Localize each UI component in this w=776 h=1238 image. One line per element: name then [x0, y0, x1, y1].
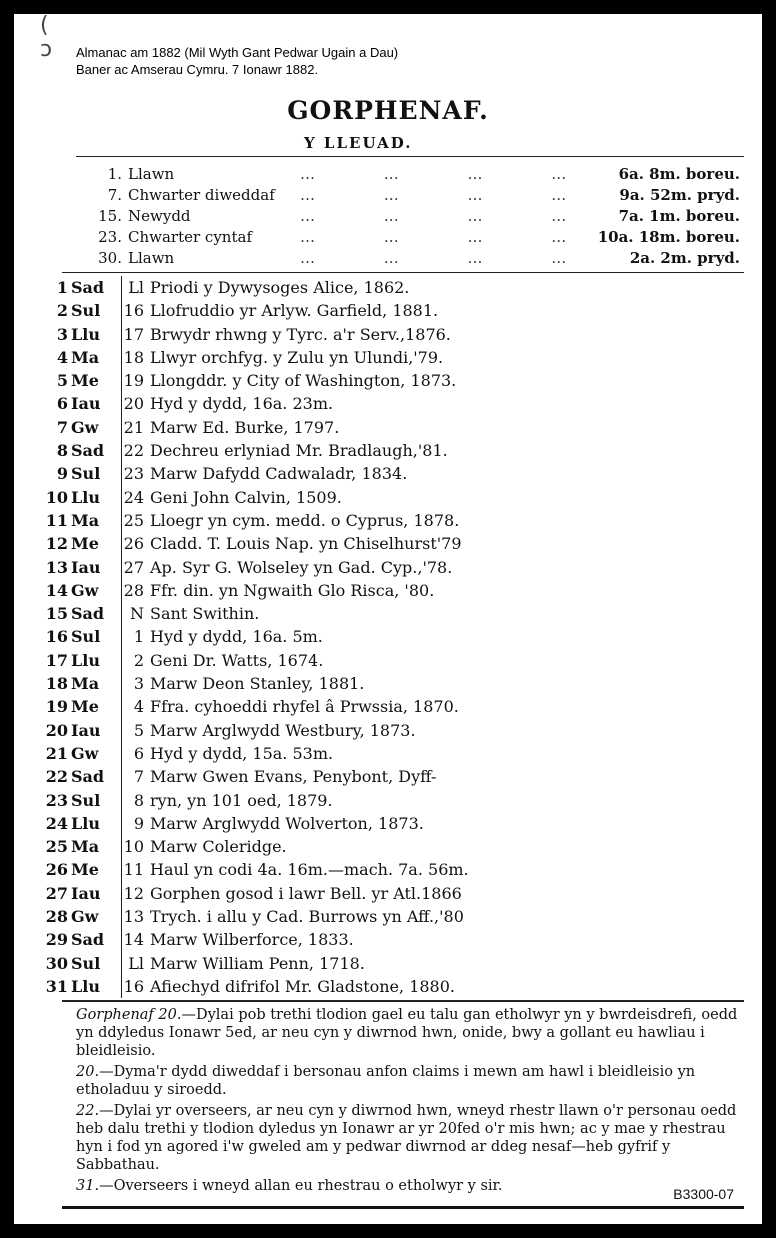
- weekday: Sul: [71, 790, 101, 810]
- day-number: 13: [45, 557, 68, 577]
- day-number: 25: [45, 837, 68, 857]
- weekday: Sad: [71, 767, 105, 787]
- day-row: [44, 765, 762, 788]
- moon-day-ref: 14: [123, 930, 144, 950]
- day-event: Llwyr orchfyg. y Zulu yn Ulundi,'79.: [150, 347, 444, 367]
- moon-day-ref: N: [130, 604, 144, 624]
- day-event: Afiechyd difrifol Mr. Gladstone, 1880.: [150, 976, 455, 996]
- day-number: 16: [45, 627, 68, 647]
- moon-phase-day: 30.: [98, 249, 122, 267]
- day-row: [44, 392, 762, 415]
- day-number: 5: [56, 371, 68, 391]
- note-text: —Overseers i wneyd allan eu rhestrau o etholwyr y sir.: [99, 1178, 503, 1194]
- day-row: [44, 602, 762, 625]
- moon-day-ref: 25: [123, 510, 144, 530]
- note-text: —Dylai pob trethi tlodion gael eu talu gan etholwyr yn y bwrdeisdrefi, oedd yn ddyledus Ionawr 5ed, ar neu cyn y diwrnod hwn, onide, bwy a gollant eu hawliau i bleidleisio.: [76, 1007, 738, 1059]
- day-row: [44, 649, 762, 672]
- weekday: Gw: [71, 417, 99, 437]
- day-number: 22: [45, 767, 68, 787]
- day-number: 12: [45, 534, 68, 554]
- day-number: 7: [56, 417, 68, 437]
- moon-day-ref: 21: [123, 417, 144, 437]
- day-row: [44, 672, 762, 695]
- day-event: Ap. Syr G. Wolseley yn Gad. Cyp.,'78.: [150, 557, 453, 577]
- moon-day-ref: 23: [123, 464, 144, 484]
- weekday: Ma: [71, 510, 100, 530]
- day-event: Lloegr yn cym. medd. o Cyprus, 1878.: [150, 510, 460, 530]
- weekday: Llu: [71, 650, 100, 670]
- bottom-rule: [62, 1206, 744, 1209]
- day-event: Dechreu erlyniad Mr. Bradlaugh,'81.: [150, 441, 448, 461]
- day-number: 24: [45, 813, 68, 833]
- day-row: [44, 905, 762, 928]
- weekday: Sad: [71, 441, 105, 461]
- moon-phase-name: Newydd: [128, 207, 191, 225]
- moon-phase-name: Chwarter cyntaf: [128, 228, 252, 246]
- day-row: [44, 812, 762, 835]
- weekday: Me: [71, 860, 99, 880]
- moon-day-ref: 16: [123, 976, 144, 996]
- day-event: Geni Dr. Watts, 1674.: [150, 650, 324, 670]
- day-row: [44, 882, 762, 905]
- moon-day-ref: 10: [123, 837, 144, 857]
- month-title: GORPHENAF.: [287, 96, 489, 125]
- scan-edge-mark: ( ↄ: [40, 14, 53, 62]
- moon-day-ref: 11: [123, 860, 144, 880]
- moon-phase-time: 9a. 52m. pryd.: [619, 186, 740, 204]
- day-row: [44, 556, 762, 579]
- moon-phase-row: [80, 227, 740, 248]
- day-row: [44, 276, 762, 299]
- weekday: Me: [71, 697, 99, 717]
- day-row: [44, 928, 762, 951]
- day-number: 4: [56, 347, 68, 367]
- weekday: Llu: [71, 487, 100, 507]
- weekday: Gw: [71, 580, 99, 600]
- day-number: 30: [45, 953, 68, 973]
- moon-phase-day: 7.: [107, 186, 122, 204]
- weekday: Iau: [71, 720, 101, 740]
- day-event: ryn, yn 101 oed, 1879.: [150, 790, 333, 810]
- day-event: Marw Ed. Burke, 1797.: [150, 417, 340, 437]
- day-row: [44, 323, 762, 346]
- moon-day-ref: 19: [123, 371, 144, 391]
- moon-day-ref: 13: [123, 907, 144, 927]
- day-row: [44, 439, 762, 462]
- note-paragraph: [54, 1063, 740, 1099]
- document-page: [14, 14, 762, 1224]
- moon-day-ref: 3: [133, 674, 144, 694]
- day-row: [44, 695, 762, 718]
- weekday: Llu: [71, 813, 100, 833]
- weekday: Ma: [71, 837, 100, 857]
- notes-section: [54, 1006, 740, 1198]
- moon-phase-name: Llawn: [128, 165, 175, 183]
- moon-day-ref: Ll: [128, 953, 144, 973]
- weekday: Iau: [71, 883, 101, 903]
- day-event: Marw Dafydd Cadwaladr, 1834.: [150, 464, 408, 484]
- day-number: 27: [45, 883, 68, 903]
- moon-phase-row: [80, 248, 740, 269]
- leader-dots: … … … …: [300, 186, 599, 204]
- day-row: [44, 369, 762, 392]
- day-row: [44, 835, 762, 858]
- day-event: Marw Wilberforce, 1833.: [150, 930, 354, 950]
- day-event: Marw Gwen Evans, Penybont, Dyff-: [150, 767, 437, 787]
- moon-day-ref: 6: [133, 743, 144, 763]
- day-number: 28: [45, 907, 68, 927]
- divider: [62, 1000, 744, 1002]
- weekday: Llu: [71, 324, 100, 344]
- weekday: Iau: [71, 557, 101, 577]
- day-event: Priodi y Dywysoges Alice, 1862.: [150, 278, 410, 297]
- moon-day-ref: 1: [133, 627, 144, 647]
- day-event: Ffra. cyhoeddi rhyfel â Prwssia, 1870.: [150, 697, 459, 717]
- day-row: [44, 462, 762, 485]
- note-lead: 31.: [76, 1178, 100, 1194]
- moon-day-ref: 18: [123, 347, 144, 367]
- caption-line-1: Almanac am 1882 (Mil Wyth Gant Pedwar Ugain a Dau): [76, 45, 399, 60]
- moon-day-ref: 28: [123, 580, 144, 600]
- day-row: [44, 858, 762, 881]
- moon-phase-day: 1.: [107, 165, 122, 183]
- day-event: Ffr. din. yn Ngwaith Glo Risca, '80.: [150, 580, 435, 600]
- day-event: Sant Swithin.: [150, 604, 260, 624]
- day-event: Cladd. T. Louis Nap. yn Chiselhurst'79: [150, 534, 462, 554]
- note-lead: Gorphenaf 20.: [76, 1007, 182, 1023]
- moon-day-ref: 5: [133, 720, 144, 740]
- day-event: Llofruddio yr Arlyw. Garfield, 1881.: [150, 301, 439, 321]
- day-number: 14: [45, 580, 68, 600]
- day-row: [44, 789, 762, 812]
- archive-caption: [76, 44, 398, 78]
- day-row: [44, 532, 762, 555]
- archive-reference: B3300-07: [673, 1186, 734, 1202]
- day-number: 9: [56, 464, 68, 484]
- day-row: [44, 346, 762, 369]
- weekday: Sul: [71, 464, 101, 484]
- day-event: Gorphen gosod i lawr Bell. yr Atl.1866: [150, 883, 462, 903]
- moon-day-ref: 20: [123, 394, 144, 414]
- divider: [62, 272, 744, 273]
- weekday: Sul: [71, 627, 101, 647]
- day-number: 6: [56, 394, 68, 414]
- day-row: [44, 509, 762, 532]
- moon-phase-row: [80, 185, 740, 206]
- moon-day-ref: 9: [133, 813, 144, 833]
- moon-phase-row: [80, 206, 740, 227]
- note-paragraph: [54, 1102, 740, 1174]
- moon-day-ref: 24: [123, 487, 144, 507]
- moon-phase-row: [80, 164, 740, 185]
- day-event: Hyd y dydd, 16a. 23m.: [150, 394, 334, 414]
- day-number: 1: [56, 278, 68, 297]
- day-row: [44, 486, 762, 509]
- note-paragraph: [54, 1006, 740, 1060]
- weekday: Me: [71, 534, 99, 554]
- day-number: 10: [45, 487, 68, 507]
- day-number: 31: [45, 976, 68, 996]
- note-lead: 22.: [76, 1103, 100, 1119]
- moon-phase-time: 6a. 8m. boreu.: [618, 165, 740, 183]
- weekday: Sul: [71, 301, 101, 321]
- moon-day-ref: 16: [123, 301, 144, 321]
- day-event: Brwydr rhwng y Tyrc. a'r Serv.,1876.: [150, 324, 451, 344]
- leader-dots: … … … …: [300, 249, 599, 267]
- day-number: 15: [45, 604, 68, 624]
- day-number: 18: [45, 674, 68, 694]
- moon-phase-day: 23.: [98, 228, 122, 246]
- weekday: Ma: [71, 674, 100, 694]
- leader-dots: … … … …: [300, 165, 599, 183]
- day-row: [44, 719, 762, 742]
- day-number: 3: [56, 324, 68, 344]
- day-row: [44, 299, 762, 322]
- day-row: [44, 952, 762, 975]
- moon-day-ref: 17: [123, 324, 144, 344]
- leader-dots: … … … …: [300, 207, 599, 225]
- day-row: [44, 625, 762, 648]
- divider: [76, 156, 744, 157]
- moon-day-ref: 2: [133, 650, 144, 670]
- day-event: Geni John Calvin, 1509.: [150, 487, 342, 507]
- moon-day-ref: 12: [123, 883, 144, 903]
- weekday: Sad: [71, 278, 105, 297]
- day-number: 19: [45, 697, 68, 717]
- weekday: Sul: [71, 953, 101, 973]
- moon-phase-time: 10a. 18m. boreu.: [597, 228, 740, 246]
- note-text: —Dylai yr overseers, ar neu cyn y diwrnod hwn, wneyd rhestr llawn o'r personau oedd heb dalu trethi y tlodion dyledus yn Ionawr ar yr 20fed o'r mis hwn; ac y mae y rhestrau hyn i fod yn agored i'w gweled am y pedwar diwrnod ar ddeg nesaf—heb gyfrif y Sabbathau.: [76, 1103, 737, 1173]
- day-number: 23: [45, 790, 68, 810]
- day-number: 11: [45, 510, 68, 530]
- moon-day-ref: Ll: [128, 278, 144, 297]
- leader-dots: … … … …: [300, 228, 599, 246]
- moon-phase-name: Llawn: [128, 249, 175, 267]
- day-event: Marw Arglwydd Westbury, 1873.: [150, 720, 416, 740]
- day-event: Marw Coleridge.: [150, 837, 287, 857]
- weekday: Gw: [71, 743, 99, 763]
- weekday: Sad: [71, 604, 105, 624]
- moon-day-ref: 7: [133, 767, 144, 787]
- day-event: Marw Arglwydd Wolverton, 1873.: [150, 813, 424, 833]
- day-event: Marw Deon Stanley, 1881.: [150, 674, 365, 694]
- moon-day-ref: 4: [133, 697, 144, 717]
- calendar-days-list: [44, 276, 762, 998]
- moon-phase-time: 2a. 2m. pryd.: [629, 249, 740, 267]
- moon-phase-time: 7a. 1m. boreu.: [618, 207, 740, 225]
- moon-day-ref: 22: [123, 441, 144, 461]
- weekday: Llu: [71, 976, 100, 996]
- day-row: [44, 416, 762, 439]
- note-text: —Dyma'r dydd diweddaf i bersonau anfon claims i mewn am hawl i bleidleisio yn etholaduu y siroedd.: [76, 1064, 696, 1098]
- day-number: 29: [45, 930, 68, 950]
- day-row: [44, 579, 762, 602]
- day-event: Marw William Penn, 1718.: [150, 953, 365, 973]
- day-event: Hyd y dydd, 16a. 5m.: [150, 627, 323, 647]
- moon-day-ref: 27: [123, 557, 144, 577]
- weekday: Gw: [71, 907, 99, 927]
- day-event: Llongddr. y City of Washington, 1873.: [150, 371, 457, 391]
- day-event: Hyd y dydd, 15a. 53m.: [150, 743, 334, 763]
- day-number: 8: [56, 441, 68, 461]
- weekday: Iau: [71, 394, 101, 414]
- moon-day-ref: 26: [123, 534, 144, 554]
- moon-section-title: Y LLEUAD.: [304, 134, 413, 152]
- weekday: Sad: [71, 930, 105, 950]
- moon-phases-table: [80, 164, 740, 269]
- day-number: 2: [56, 301, 68, 321]
- day-number: 21: [45, 743, 68, 763]
- day-number: 17: [45, 650, 68, 670]
- note-paragraph: [54, 1177, 740, 1195]
- day-row: [44, 975, 762, 998]
- moon-phase-name: Chwarter diweddaf: [128, 186, 275, 204]
- note-lead: 20.: [76, 1064, 100, 1080]
- day-event: Haul yn codi 4a. 16m.—mach. 7a. 56m.: [150, 860, 469, 880]
- moon-day-ref: 8: [133, 790, 144, 810]
- weekday: Me: [71, 371, 99, 391]
- weekday: Ma: [71, 347, 100, 367]
- day-number: 20: [45, 720, 68, 740]
- day-number: 26: [45, 860, 68, 880]
- caption-line-2: Baner ac Amserau Cymru. 7 Ionawr 1882.: [76, 62, 319, 77]
- day-row: [44, 742, 762, 765]
- moon-phase-day: 15.: [98, 207, 122, 225]
- day-event: Trych. i allu y Cad. Burrows yn Aff.,'80: [150, 907, 464, 927]
